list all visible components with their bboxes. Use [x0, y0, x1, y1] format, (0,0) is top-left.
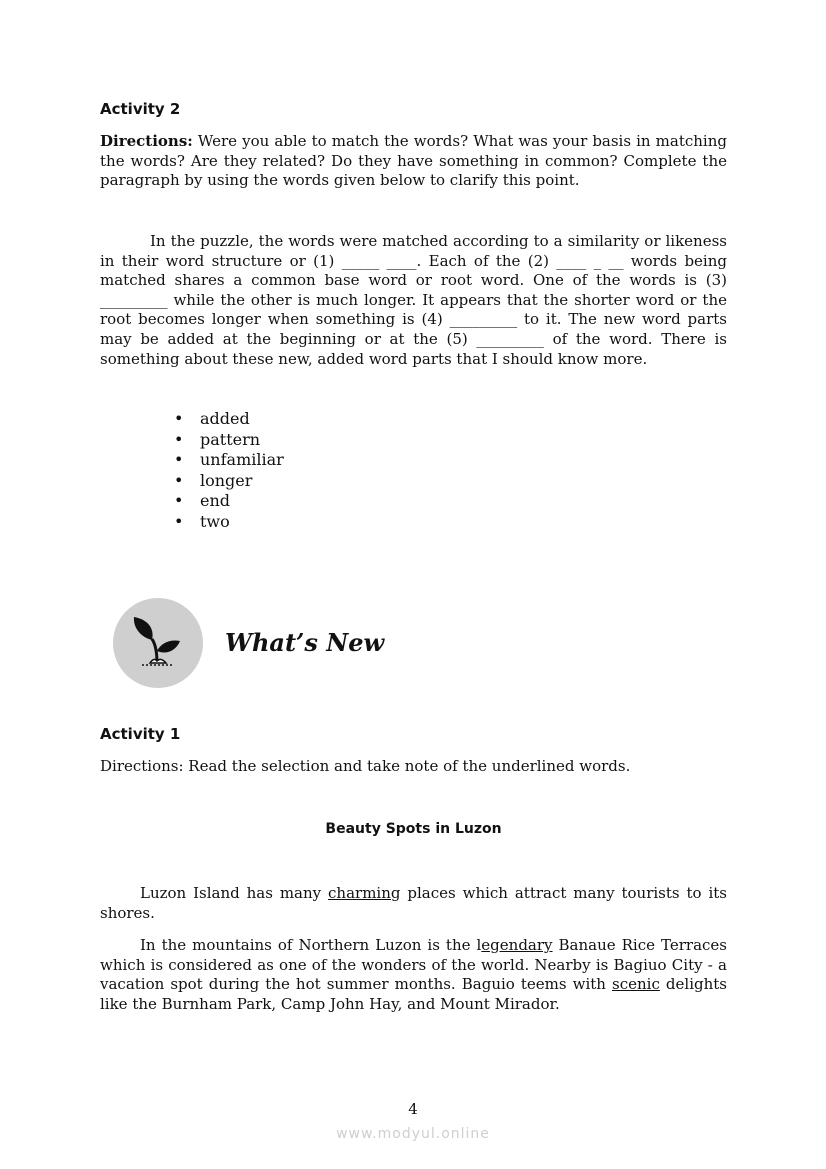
cloze-text-3: words being matched shares a common base word or root word. One of the words is (3) — [100, 251, 727, 290]
activity1-heading: Activity 1 — [100, 725, 181, 743]
list-item — [174, 471, 284, 492]
para2-text-c: delights like the Burnham Park, Camp John Hay, and Mount Mirador. — [100, 975, 727, 1013]
seedling-icon — [128, 613, 188, 673]
word-option: added — [200, 409, 250, 428]
section-title: What’s New — [225, 628, 385, 657]
word-option: end — [200, 491, 231, 511]
blank-3: _________ — [100, 290, 168, 309]
cloze-paragraph — [100, 232, 727, 369]
bullet-icon: • — [174, 511, 184, 531]
selection-paragraph-1 — [100, 884, 727, 923]
cloze-text-5: to it. The new word parts may be added at the beginning or at the (5) — [100, 310, 727, 348]
word-option: two — [200, 511, 230, 531]
word-option: unfamiliar — [200, 450, 284, 470]
word-option: pattern — [200, 429, 261, 449]
watermark: www.modyul.online — [336, 1126, 490, 1142]
cloze-text-6: of the word. There is something about these new, added word parts that I should know more. — [100, 329, 727, 368]
activity2-directions — [100, 132, 727, 191]
list-item — [174, 430, 284, 451]
para2-text-a: In the mountains of Northern Luzon is the l — [140, 936, 482, 954]
para1-text-b: places which attract many tourists to its shores. — [100, 884, 727, 922]
bullet-icon: • — [174, 429, 184, 449]
cloze-text-2: . Each of the (2) — [416, 251, 557, 270]
para1-text-a: Luzon Island has many — [140, 884, 329, 902]
bullet-icon: • — [174, 450, 184, 470]
underlined-word: charming — [328, 884, 401, 902]
blank-4: _________ — [449, 310, 518, 329]
blank-2: ____ _ __ — [556, 251, 624, 270]
word-options-list — [174, 409, 284, 533]
bullet-icon: • — [174, 470, 184, 490]
selection-paragraph-2 — [100, 936, 727, 1014]
page-number: 4 — [408, 1100, 418, 1118]
list-item — [174, 512, 284, 533]
bullet-icon: • — [174, 491, 184, 511]
para2-text-b: Banaue Rice Terraces which is considered as one of the wonders of the world. Nearby is Bagiuo City - a vacation spot during the hot summer months. Baguio teems with — [100, 936, 727, 994]
activity1-directions: Directions: Read the selection and take note of the underlined words. — [100, 757, 631, 775]
underlined-word: scenic — [612, 975, 660, 994]
activity2-heading: Activity 2 — [100, 100, 181, 118]
selection-title: Beauty Spots in Luzon — [325, 821, 502, 837]
blank-5: _________ — [476, 329, 544, 348]
section-badge — [113, 598, 203, 688]
bullet-icon: • — [174, 409, 184, 428]
word-option: longer — [200, 470, 253, 490]
blank-1: _____ ____ — [341, 251, 417, 270]
list-item — [174, 450, 284, 471]
list-item — [174, 491, 284, 512]
directions-text: Were you able to match the words? What was your basis in matching the words? Are they related? Do they have something in common? Complete the paragraph by using the words given below to clarify this point. — [100, 132, 727, 190]
list-item — [174, 409, 284, 430]
underlined-word: egendary — [481, 936, 553, 954]
directions-label: Directions: — [100, 132, 193, 150]
cloze-text-4: while the other is much longer. It appears that the shorter word or the root becomes longer when something is (4) — [100, 290, 727, 329]
cloze-text-1: In the puzzle, the words were matched according to a similarity or likeness in their word structure or (1) — [100, 232, 727, 270]
